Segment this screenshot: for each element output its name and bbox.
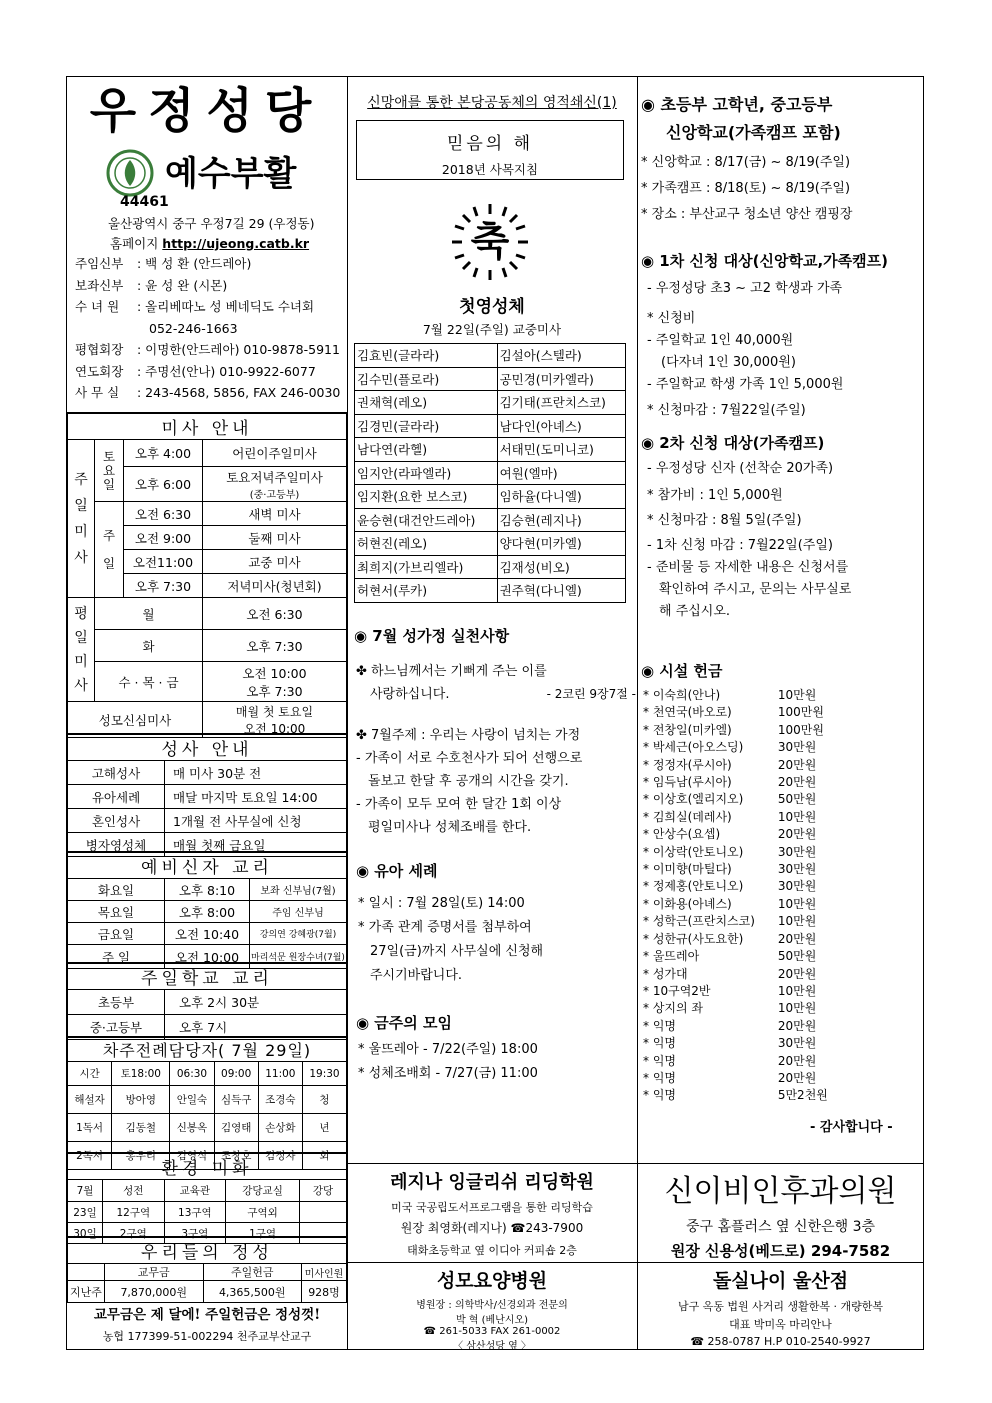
bank-account: 농협 177399-51-002294 천주교부산교구: [102, 1330, 312, 1343]
communicant-name: 김경민(글라라): [355, 414, 498, 438]
donation-item: [643, 739, 843, 756]
donation-amount: 30만원: [777, 844, 817, 859]
mass-desc: 저녁미사(청년회): [203, 574, 347, 598]
communicant-name: 김승현(레지나): [497, 508, 625, 532]
bullet-icon: *: [643, 931, 653, 946]
donation-amount: 10만원: [777, 896, 817, 911]
sunday-school-title: 주일학교 교리: [68, 963, 347, 990]
donation-item: [643, 809, 843, 826]
donation-item: [643, 774, 843, 791]
mass-desc: 어린이주일미사: [203, 440, 347, 467]
column-divider: [347, 77, 348, 1349]
donor-name: 안상수(요셉): [652, 827, 721, 842]
practice-list: ✤ 하느님께서는 기뻐게 주는 이를 사랑하십니다. - 2코린 9장7절 - ✤ 7월주제 : 우리는 사랑이 넘치는 가정 - 가족이 서로 수호천사가 되어 선행으로 돌보고 한달 후 공개의 시간을 갖기. - 가족이 모두 모여 한 달간 1회 이상 평일미사나 성체조배를 한다.: [356, 664, 636, 835]
communicant-name: 김효빈(글라라): [355, 344, 498, 368]
communion-row: [355, 344, 626, 368]
bullet-icon: *: [643, 722, 653, 737]
sunday-school-table: 주일학교 교리 초등부 오후 2시 30분 중·고등부 오후 7시: [67, 962, 347, 1040]
donor-name: 이숙희(안나): [652, 688, 721, 702]
sacrament-table: 성사 안내 고해성사 매 미사 30분 전 유아세례 매달 마지막 토요일 14:00 혼인성사 1개월 전 사무실에 신청 병자영성체 매월 첫째 금요일: [67, 733, 347, 857]
donation-amount: 100만원: [777, 722, 824, 737]
bullet-icon: *: [643, 914, 653, 929]
donation-amount: 10만원: [777, 914, 817, 929]
catechumen-table: 예비신자 교리 화요일 오후 8:10 보좌 신부님(7월) 목요일 오후 8:00 주임 신부님 금요일 오전 10:40 강의연 강혜광(7월) 주 일 오전 10:00 마리석문 원장수녀(7월): [67, 851, 347, 969]
column-divider: [637, 77, 638, 1349]
donation-item: [643, 878, 843, 895]
donation-amount: 20만원: [777, 757, 817, 772]
weekday-day: 화: [95, 630, 203, 662]
communicant-name: 김기태(프란치스코): [497, 391, 625, 415]
donation-item: [643, 983, 843, 1000]
pastoral-theme: 신망애를 통한 본당공동체의 영적쇄신(1): [367, 95, 617, 111]
bullet-icon: *: [643, 809, 653, 824]
communicant-name: 허현진(레오): [355, 532, 498, 556]
donation-amount: 20만원: [777, 1053, 817, 1068]
cleaning-table: 환경 미화 7월 성전 교육관 강당교실 강당 23일 12구역 13구역 구역외 30일 2구역 3구역 1구역: [67, 1152, 347, 1244]
donation-amount: 10만원: [777, 809, 817, 824]
donor-name: 익명: [652, 1088, 677, 1103]
communion-names-table: [354, 343, 626, 603]
year-subtitle: 2018년 사목지침: [441, 162, 539, 177]
communicant-name: 윤승현(대건안드레아): [355, 508, 498, 532]
meeting-title: ◉ 금주의 모임: [356, 1014, 452, 1032]
donor-name: 이화용(아녜스): [652, 896, 732, 911]
donor-name: 익명: [652, 1036, 677, 1051]
baptism-title: ◉ 유아 세례: [356, 862, 438, 880]
camp-title: ◉ 초등부 고학년, 중고등부: [641, 95, 833, 114]
mass-desc: 교중 미사: [203, 550, 347, 574]
bullet-icon: *: [643, 1018, 653, 1033]
bullet-icon: *: [643, 792, 653, 807]
communion-row: [355, 414, 626, 438]
cleaning-title: 환경 미화: [68, 1153, 347, 1180]
donation-item: [643, 1035, 843, 1052]
donation-amount: 10만원: [777, 983, 817, 998]
second-application-list: - 우정성당 신자 (선착순 20가족) * 참가비 : 1인 5,000원 * 신청마감 : 8월 5일(주일) - 1차 신청 마감 : 7월22일(주일) - 준비물 등 자세한 내용은 신청서를 확인하여 주시고, 문의는 사무실로 해 주십시오.: [647, 461, 852, 619]
staff-row: 052-246-1663: [149, 320, 238, 336]
donor-name: 울뜨레아: [652, 949, 700, 964]
bullet-icon: *: [643, 827, 653, 842]
communicant-name: 권주혁(다니엘): [497, 579, 625, 603]
weekday-time: 오전 6:30: [203, 598, 347, 630]
bullet-icon: *: [643, 688, 653, 702]
communicant-name: 남다연(라헬): [355, 438, 498, 462]
donor-name: 정제홍(안토니오): [652, 879, 744, 894]
ad-hanbok-shop: 돌실나이 울산점 남구 옥동 법원 사거리 생활한복 · 개량한복 대표 박미옥 마리안나 ☎ 258-0787 H.P 010-2540-9927: [677, 1270, 884, 1348]
donor-name: 익명: [652, 1070, 677, 1085]
mass-desc: 둘째 미사: [203, 526, 347, 550]
donation-amount: 30만원: [777, 879, 817, 894]
weekday-time: 오전 10:00 오후 7:30: [203, 662, 347, 702]
donor-name: 성가대: [652, 966, 688, 981]
donation-item: [643, 844, 843, 861]
communicant-name: 권채혁(레오): [355, 391, 498, 415]
communion-row: [355, 555, 626, 579]
bullet-icon: *: [643, 740, 653, 755]
bullet-icon: *: [643, 757, 653, 772]
donation-amount: 20만원: [777, 1070, 817, 1085]
ads-divider: [347, 1163, 924, 1164]
donation-item: [643, 948, 843, 965]
communicant-name: 김설아(스텔라): [497, 344, 625, 368]
communion-row: [355, 367, 626, 391]
donation-item: [643, 1053, 843, 1070]
ads-divider: [347, 1262, 924, 1263]
homepage: [110, 234, 309, 252]
bullet-icon: *: [643, 1088, 653, 1103]
donor-name: 익명: [652, 1053, 677, 1068]
staff-row: 평협회장 : 이명한(안드레아) 010-9878-5911: [75, 342, 340, 357]
donor-name: 천연국(바오로): [652, 705, 732, 720]
donor-name: 익명: [652, 1018, 677, 1033]
sacrament-title: 성사 안내: [68, 734, 347, 761]
practice-title: ◉ 7월 성가정 실천사항: [354, 627, 510, 645]
offering-table: 우리들의 정성 교무금 주일헌금 미사인원 지난주 7,870,000원 4,365,500원 928명: [67, 1236, 347, 1303]
address: 울산광역시 중구 우정7길 29 (우정동): [108, 216, 315, 231]
bullet-icon: *: [643, 879, 653, 894]
communicant-name: 허현서(루카): [355, 579, 498, 603]
communicant-name: 여원(엘마): [497, 461, 625, 485]
donation-item: [643, 966, 843, 983]
catechumen-title: 예비신자 교리: [68, 852, 347, 879]
donation-item: [643, 826, 843, 843]
communion-row: [355, 485, 626, 509]
communicant-name: 임지안(라파엘라): [355, 461, 498, 485]
donation-amount: 20만원: [777, 827, 817, 842]
bullet-icon: *: [643, 862, 653, 877]
donation-amount: 5만2천원: [777, 1088, 828, 1103]
sunday-label: 주일: [95, 502, 124, 598]
bullet-icon: *: [643, 1070, 653, 1085]
donation-amount: 20만원: [777, 966, 817, 981]
first-application-list: - 우정성당 초3 ~ 고2 학생과 가족 * 신청비 - 주일학교 1인 40,000원 (다자녀 1인 30,000원) - 주일학교 학생 가족 1인 5,000원 * 신청마감 : 7월22일(주일): [647, 281, 844, 418]
bullet-icon: *: [643, 949, 653, 964]
mass-table: [67, 412, 347, 738]
donation-amount: 10만원: [777, 688, 817, 702]
thanks-text: - 감사합니다 -: [810, 1120, 893, 1135]
donor-name: 이미향(마틸다): [652, 862, 732, 877]
donor-name: 김희실(데레사): [652, 809, 732, 824]
donation-item: [643, 913, 843, 930]
communion-row: [355, 438, 626, 462]
baptism-list: * 일시 : 7월 28일(토) 14:00 * 가족 관계 증명서를 첨부하여 27일(금)까지 사무실에 신청해 주시기바랍니다.: [358, 896, 544, 983]
communion-subtitle: 7월 22일(주일) 교중미사: [422, 322, 562, 337]
donation-item: [643, 687, 843, 704]
offering-title: 우리들의 정성: [68, 1237, 347, 1264]
mass-time: 오전 6:30: [124, 502, 203, 526]
donation-amount: 20만원: [777, 1018, 817, 1033]
staff-row: 수 녀 원 : 올리베따노 성 베네딕도 수녀회: [75, 299, 315, 314]
donation-item: [643, 791, 843, 808]
staff-row: 주임신부 : 백 성 환 (안드레아): [75, 256, 252, 271]
congrats-char: 축: [470, 219, 510, 265]
donation-item: [643, 1070, 843, 1087]
donation-item: [643, 1000, 843, 1017]
bullet-icon: *: [643, 983, 653, 998]
mass-time: 오전 9:00: [124, 526, 203, 550]
donation-amount: 50만원: [777, 949, 817, 964]
sunday-mass-label: 주일미사: [68, 440, 95, 598]
donation-item: [643, 861, 843, 878]
communicant-name: 서태민(도미니코): [497, 438, 625, 462]
year-banner: [356, 120, 624, 180]
communion-title: 첫영성체: [459, 297, 525, 317]
ad-reading-academy: 레지나 잉글리쉬 리딩학원 미국 국공립도서프로그램을 통한 리딩학습 원장 최영화(레지나) ☎243-7900 태화초등학교 옆 이디아 커피숍 2층: [390, 1172, 594, 1257]
bullet-icon: *: [643, 775, 653, 790]
communion-row: [355, 508, 626, 532]
meeting-list: * 울뜨레아 - 7/22(주일) 18:00 * 성체조배회 - 7/27(금) 11:00: [358, 1042, 538, 1081]
donation-item: [643, 1018, 843, 1035]
weekday-mass-label: 평일미사: [68, 598, 95, 702]
donation-amount: 30만원: [777, 740, 817, 755]
donation-amount: 20만원: [777, 775, 817, 790]
staff-row: 사 무 실 : 243-4568, 5856, FAX 246-0030: [75, 385, 341, 400]
communion-row: [355, 391, 626, 415]
donor-name: 임득남(루시아): [652, 775, 732, 790]
donor-name: 상지의 좌: [652, 1001, 704, 1016]
communicant-name: 최희지(가브리엘라): [355, 555, 498, 579]
donation-amount: 100만원: [777, 705, 824, 720]
bullet-icon: *: [643, 705, 653, 720]
bullet-icon: *: [643, 1001, 653, 1016]
donation-item: [643, 722, 843, 739]
donation-amount: 30만원: [777, 1036, 817, 1051]
mass-time: 오후 4:00: [124, 440, 203, 467]
donation-title: ◉ 시설 헌금: [641, 662, 723, 680]
donation-list: [643, 687, 843, 1105]
donor-name: 정정자(루시아): [652, 757, 732, 772]
homepage-link[interactable]: http://ujeong.catb.kr: [162, 236, 310, 251]
communion-row: [355, 579, 626, 603]
weekday-time: 오후 7:30: [203, 630, 347, 662]
staff-list: [75, 253, 340, 404]
communion-row: [355, 532, 626, 556]
mass-time: 오전11:00: [124, 550, 203, 574]
donor-name: 성한규(사도요한): [652, 931, 744, 946]
parish-logo-icon: [105, 148, 155, 198]
marian-mass-label: 성모신심미사: [68, 702, 203, 738]
mass-title: 미사 안내: [68, 413, 347, 440]
donor-name: 이상락(안토니오): [652, 844, 744, 859]
communion-row: [355, 461, 626, 485]
first-application-title: ◉ 1차 신청 대상(신앙학교,가족캠프): [641, 252, 888, 270]
year-title: 믿음의 해: [446, 134, 534, 154]
saturday-label: 토요일: [95, 440, 124, 502]
marian-mass-time: 매월 첫 토요일 오전 10:00: [203, 702, 347, 738]
donor-name: 성학근(프란치스코): [652, 914, 755, 929]
mass-desc: 새벽 미사: [203, 502, 347, 526]
communicant-name: 김재성(비오): [497, 555, 625, 579]
staff-row: 보좌신부 : 윤 성 완 (시몬): [75, 277, 228, 293]
communicant-name: 남다인(아녜스): [497, 414, 625, 438]
donor-name: 박세근(아오스딩): [652, 740, 744, 755]
donor-name: 전창일(미카엘): [652, 722, 732, 737]
postcode: 44461: [120, 194, 169, 210]
donation-amount: 20만원: [777, 931, 817, 946]
feast-title: 예수부활: [165, 154, 297, 194]
camp-title-2: 신앙학교(가족캠프 포함): [666, 123, 841, 142]
weekday-day: 수 · 목 · 금: [95, 662, 203, 702]
liturgy-table: 차주전례담당자( 7월 29일) 시간 토18:00 06:30 09:00 11:00 19:30 해설자 방아영 안일숙 심득구 조경숙 청 1독서 김동철 신봉옥 김영태 손상화 년 2독서 홍우리 김영식 조창호 김정자 회: [67, 1036, 347, 1170]
ad-care-hospital: 성모요양병원 병원장 : 의학박사/신경외과 전문의 박 혁 (베난시오) ☎ 261-5033 FAX 261-0002 〈 삼산성당 옆 〉: [416, 1270, 568, 1352]
communicant-name: 양다현(미카엘): [497, 532, 625, 556]
offering-note: 교무금은 제 달에! 주일헌금은 정성껏!: [93, 1307, 321, 1323]
donor-name: 10구역2반: [652, 983, 711, 998]
liturgy-title: 차주전례담당자( 7월 29일): [68, 1037, 347, 1062]
donation-item: [643, 931, 843, 948]
donation-amount: 10만원: [777, 1001, 817, 1016]
homepage-label: 홈페이지: [110, 236, 159, 251]
bullet-icon: *: [643, 896, 653, 911]
donation-item: [643, 1087, 843, 1104]
mass-time: 오후 7:30: [124, 574, 203, 598]
bullet-icon: *: [643, 1036, 653, 1051]
communicant-name: 임하율(다니엘): [497, 485, 625, 509]
donation-item: [643, 704, 843, 721]
second-application-title: ◉ 2차 신청 대상(가족캠프): [641, 434, 825, 452]
donation-amount: 50만원: [777, 792, 817, 807]
staff-row: 연도회장 : 주명선(안나) 010-9922-6077: [75, 363, 316, 379]
communicant-name: 임지환(요한 보스코): [355, 485, 498, 509]
weekday-day: 월: [95, 598, 203, 630]
mass-time: 오후 6:00: [124, 467, 203, 502]
donation-item: [643, 757, 843, 774]
bullet-icon: *: [643, 1053, 653, 1068]
donation-item: [643, 896, 843, 913]
mass-desc: 토요저녁주일미사 (중·고등부): [203, 467, 347, 502]
parish-name: 우정성당: [89, 83, 324, 139]
bullet-icon: *: [643, 966, 653, 981]
communicant-name: 공민경(미카엘라): [497, 367, 625, 391]
camp-list: * 신앙학교 : 8/17(금) ~ 8/19(주일) * 가족캠프 : 8/18(토) ~ 8/19(주일) * 장소 : 부산교구 청소년 양산 캠핑장: [641, 155, 853, 222]
bullet-icon: *: [643, 844, 653, 859]
donor-name: 이상호(엘리지오): [652, 792, 744, 807]
ad-ent-clinic: 신이비인후과의원 중구 홈플러스 옆 신한은행 3층 원장 신용성(베드로) 294-7582: [664, 1174, 897, 1260]
donation-amount: 30만원: [777, 862, 817, 877]
communicant-name: 김수민(플로라): [355, 367, 498, 391]
